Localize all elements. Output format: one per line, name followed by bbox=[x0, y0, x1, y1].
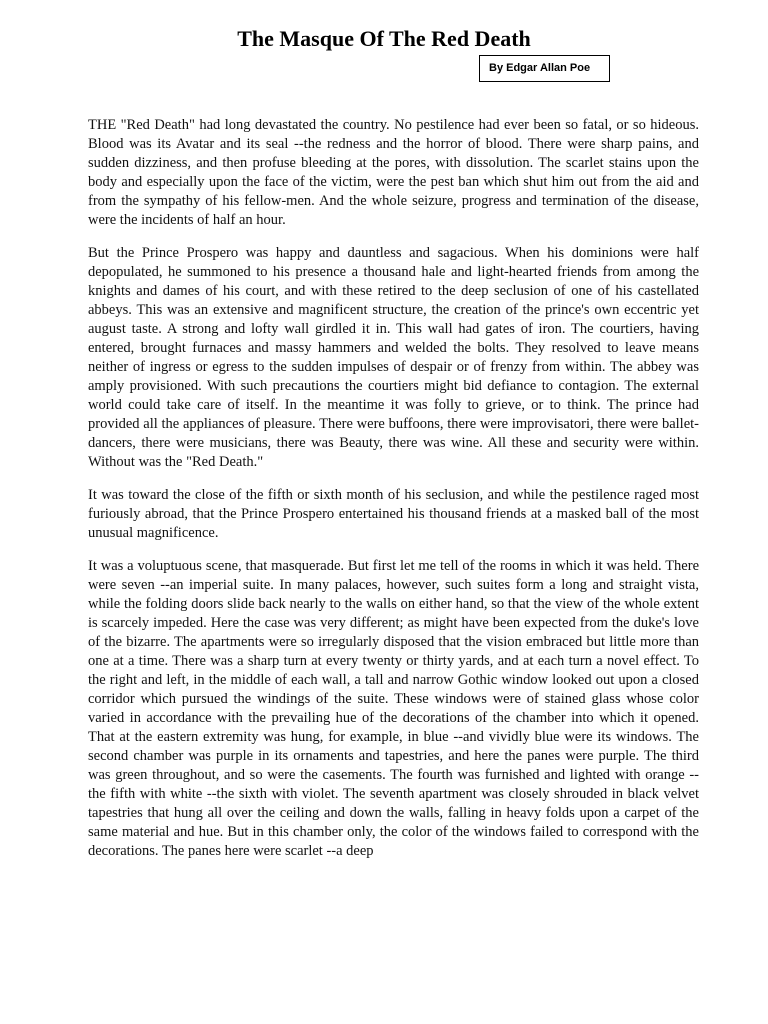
author-byline-box: By Edgar Allan Poe bbox=[479, 55, 610, 82]
paragraph-3: It was toward the close of the fifth or sixth month of his seclusion, and while the pestilence raged most furiously abroad, that the Prince Prospero entertained his thousand friends at a masked ball of the most unusual magnificence. bbox=[88, 487, 699, 541]
document-title: The Masque Of The Red Death bbox=[237, 26, 531, 51]
paragraph-1: THE "Red Death" had long devastated the country. No pestilence had ever been so fatal, or so hideous. Blood was its Avatar and its seal --the redness and the horror of blood. There were sharp pains, and sudden dizziness, and then profuse bleeding at the pores, with dissolution. The scarlet stains upon the body and especially upon the face of the victim, were the pest ban which shut him out from the aid and from the sympathy of his fellow-men. And the whole seizure, progress and termination of the disease, were the incidents of half an hour. bbox=[88, 117, 699, 228]
story-body bbox=[88, 116, 699, 875]
paragraph-2: But the Prince Prospero was happy and dauntless and sagacious. When his dominions were half depopulated, he summoned to his presence a thousand hale and light-hearted friends from among the knights and dames of his court, and with these retired to the deep seclusion of one of his castellated abbeys. This was an extensive and magnificent structure, the creation of the prince's own eccentric yet august taste. A strong and lofty wall girdled it in. This wall had gates of iron. The courtiers, having entered, brought furnaces and massy hammers and welded the bolts. They resolved to leave means neither of ingress or egress to the sudden impulses of despair or of frenzy from within. The abbey was amply provisioned. With such precautions the courtiers might bid defiance to contagion. The external world could take care of itself. In the meantime it was folly to grieve, or to think. The prince had provided all the appliances of pleasure. There were buffoons, there were improvisatori, there were ballet-dancers, there were musicians, there was Beauty, there was wine. All these and security were within. Without was the "Red Death." bbox=[88, 245, 699, 470]
paragraph-4: It was a voluptuous scene, that masquerade. But first let me tell of the rooms in which it was held. There were seven --an imperial suite. In many palaces, however, such suites form a long and straight vista, while the folding doors slide back nearly to the walls on either hand, so that the view of the whole extent is scarcely impeded. Here the case was very different; as might have been expected from the duke's love of the bizarre. The apartments were so irregularly disposed that the vision embraced but little more than one at a time. There was a sharp turn at every twenty or thirty yards, and at each turn a novel effect. To the right and left, in the middle of each wall, a tall and narrow Gothic window looked out upon a closed corridor which pursued the windings of the suite. These windows were of stained glass whose color varied in accordance with the prevailing hue of the decorations of the chamber into which it opened. That at the eastern extremity was hung, for example, in blue --and vividly blue were its windows. The second chamber was purple in its ornaments and tapestries, and here the panes were purple. The third was green throughout, and so were the casements. The fourth was furnished and lighted with orange --the fifth with white --the sixth with violet. The seventh apartment was closely shrouded in black velvet tapestries that hung all over the ceiling and down the walls, falling in heavy folds upon a carpet of the same material and hue. But in this chamber only, the color of the windows failed to correspond with the decorations. The panes here were scarlet --a deep bbox=[88, 558, 699, 859]
